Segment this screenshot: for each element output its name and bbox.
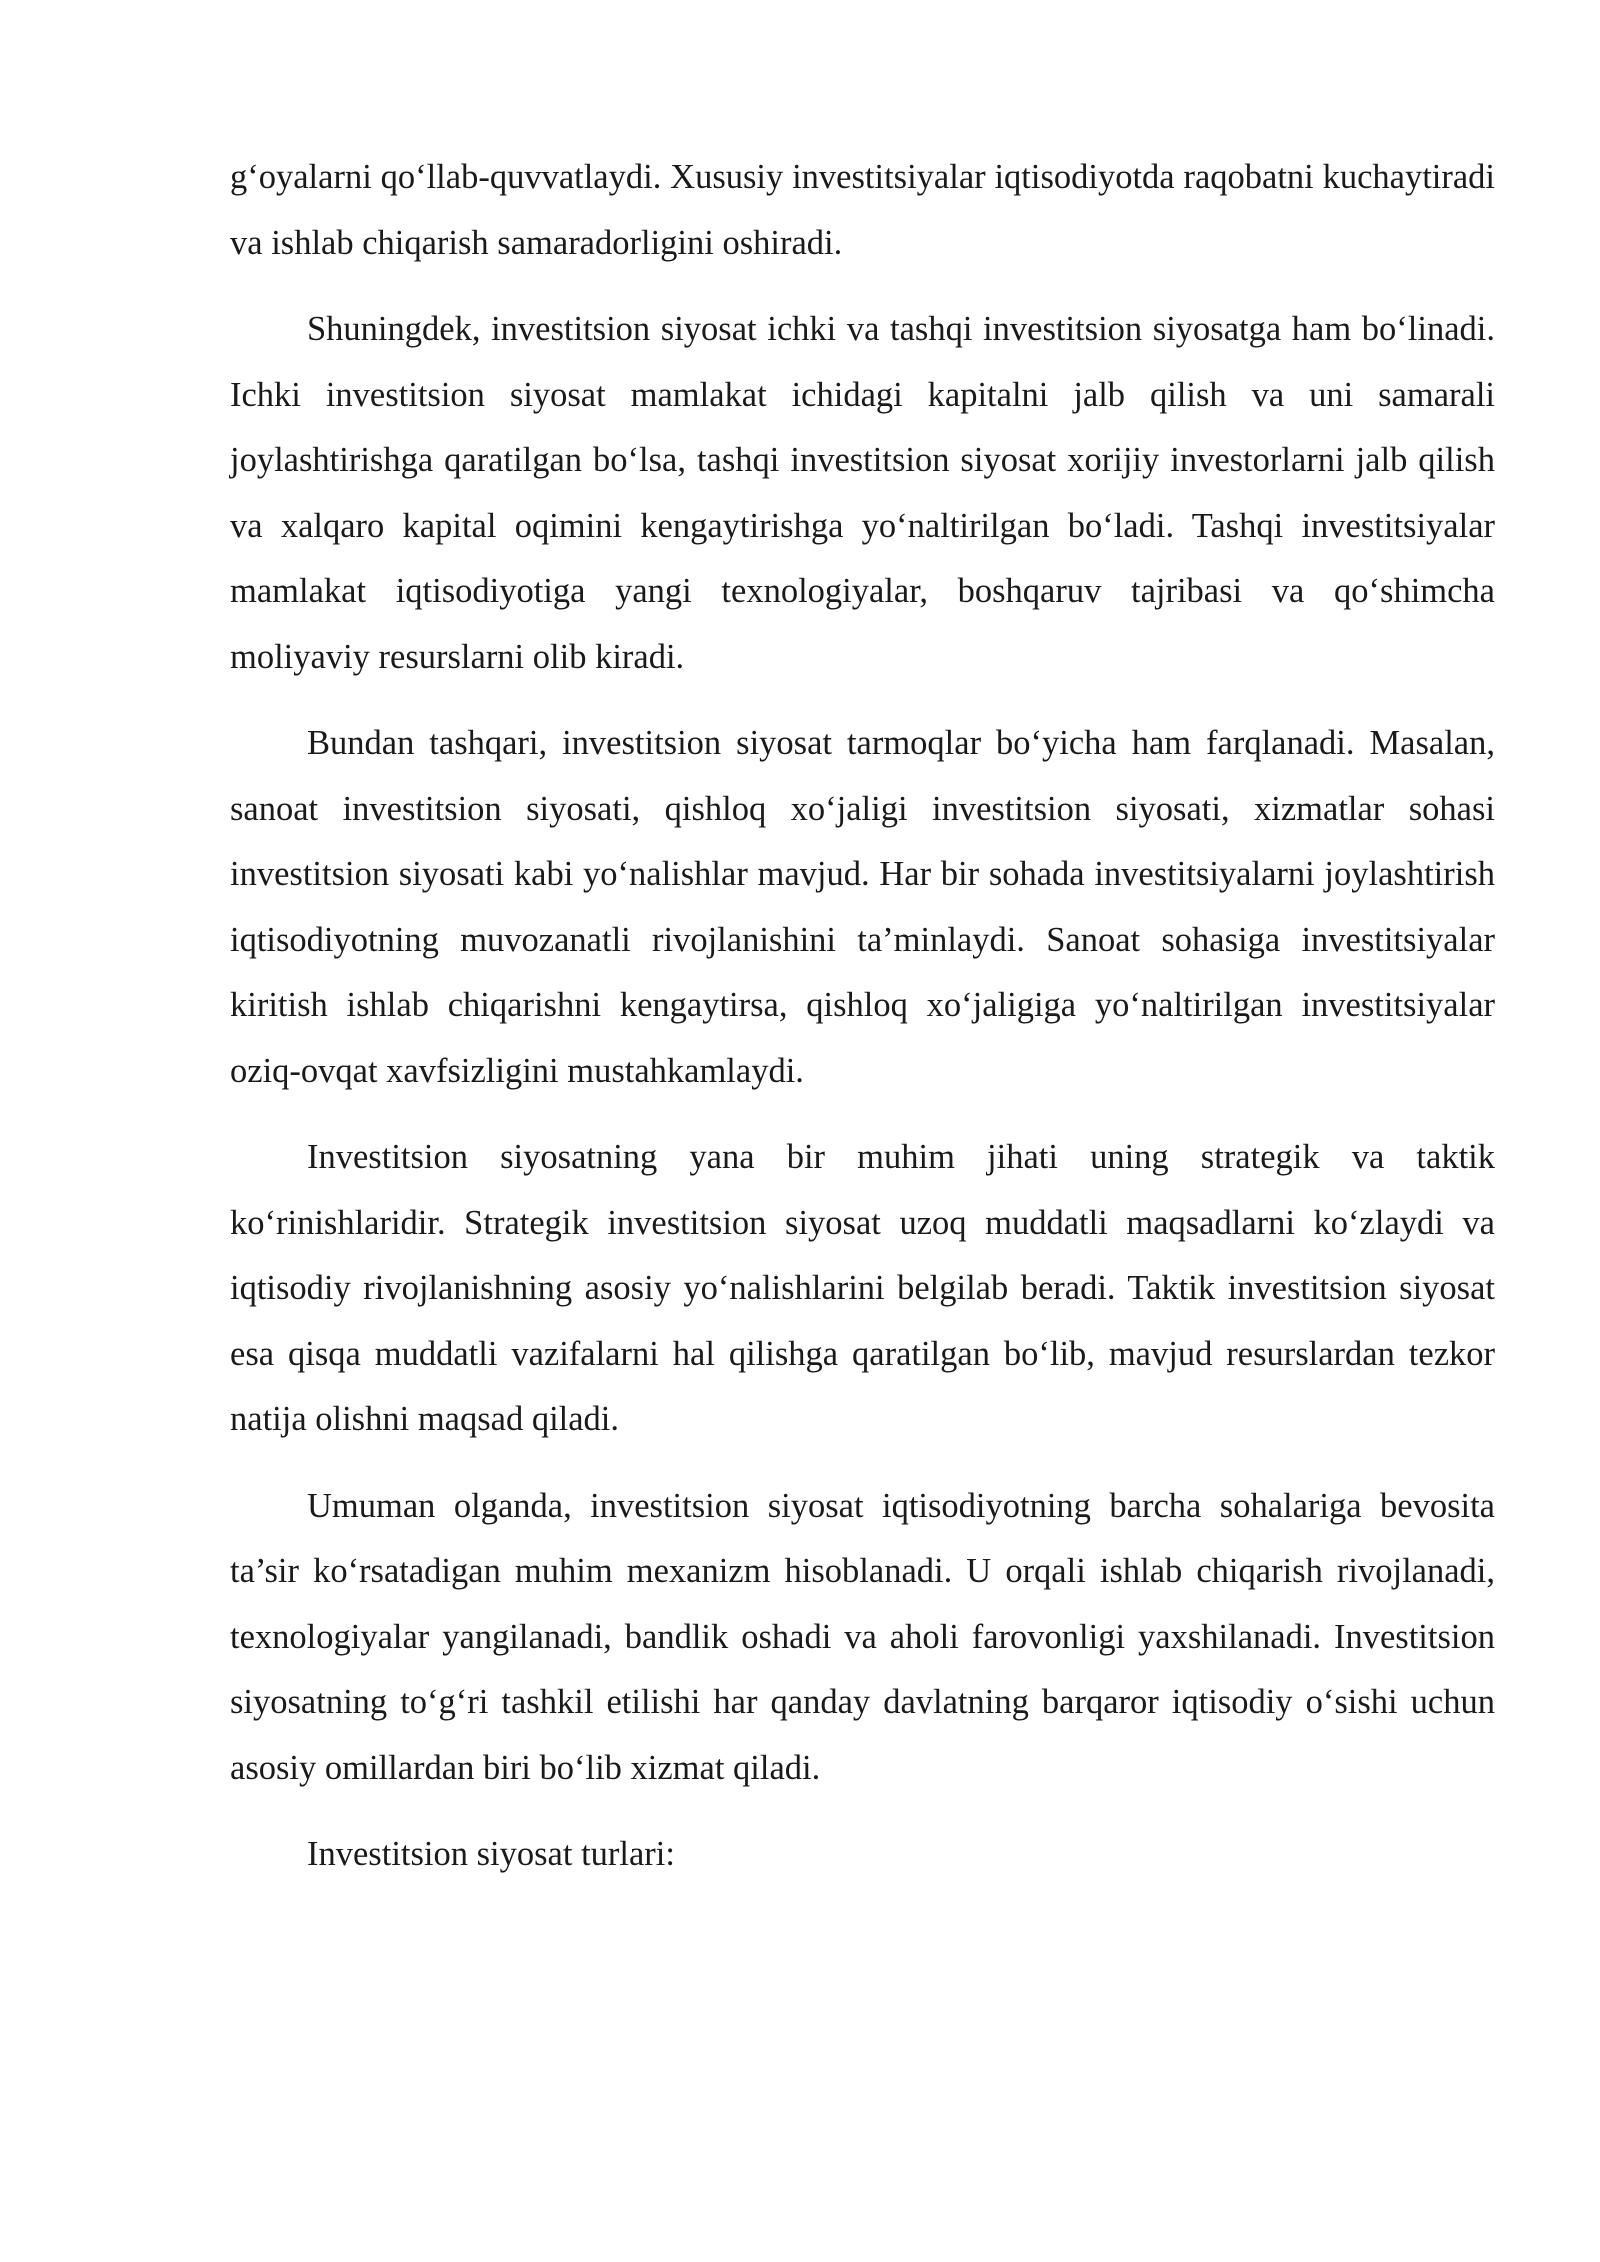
paragraph-continuation: g‘oyalarni qo‘llab-quvvatlaydi. Xususiy investitsiyalar iqtisodiyotda raqobatni kuchaytiradi va ishlab chiqarish samaradorligini oshiradi. [230,158,1495,262]
paragraph-sectoral-policy: Bundan tashqari, investitsion siyosat tarmoqlar bo‘yicha ham farqlanadi. Masalan, sanoat investitsion siyosati, qishloq xo‘jaligi investitsion siyosati, xizmatlar sohasi investitsion siyosati kabi yo‘nalishlar mavjud. Har bir sohada investitsiyalarni joylashtirish iqtisodiyotning muvozanatli rivojlanishini ta’minlaydi. Sanoat sohasiga investitsiyalar kiritish ishlab chiqarishni kengaytirsa, qishloq xo‘jaligiga yo‘naltirilgan investitsiyalar oziq-ovqat xavfsizligini mustahkamlaydi. [230,724,1495,1090]
document-page [230,145,1495,1909]
paragraph-internal-external-policy: Shuningdek, investitsion siyosat ichki va tashqi investitsion siyosatga ham bo‘linadi. Ichki investitsion siyosat mamlakat ichidagi kapitalni jalb qilish va uni samarali joylashtirishga qaratilgan bo‘lsa, tashqi investitsion siyosat xorijiy investorlarni jalb qilish va xalqaro kapital oqimini kengaytirishga yo‘naltirilgan bo‘ladi. Tashqi investitsiyalar mamlakat iqtisodiyotiga yangi texnologiyalar, boshqaruv tajribasi va qo‘shimcha moliyaviy resurslarni olib kiradi. [230,310,1495,676]
paragraph-policy-types-heading: Investitsion siyosat turlari: [307,1835,675,1873]
paragraph-strategic-tactical: Investitsion siyosatning yana bir muhim jihati uning strategik va taktik ko‘rinishlaridir. Strategik investitsion siyosat uzoq muddatli maqsadlarni ko‘zlaydi va iqtisodiy rivojlanishning asosiy yo‘nalishlarini belgilab beradi. Taktik investitsion siyosat esa qisqa muddatli vazifalarni hal qilishga qaratilgan bo‘lib, mavjud resurslardan tezkor natija olishni maqsad qiladi. [230,1138,1495,1438]
paragraph-summary: Umuman olganda, investitsion siyosat iqtisodiyotning barcha sohalariga bevosita ta’sir ko‘rsatadigan muhim mexanizm hisoblanadi. U orqali ishlab chiqarish rivojlanadi, texnologiyalar yangilanadi, bandlik oshadi va aholi farovonligi yaxshilanadi. Investitsion siyosatning to‘g‘ri tashkil etilishi har qanday davlatning barqaror iqtisodiy o‘sishi uchun asosiy omillardan biri bo‘lib xizmat qiladi. [230,1486,1495,1787]
